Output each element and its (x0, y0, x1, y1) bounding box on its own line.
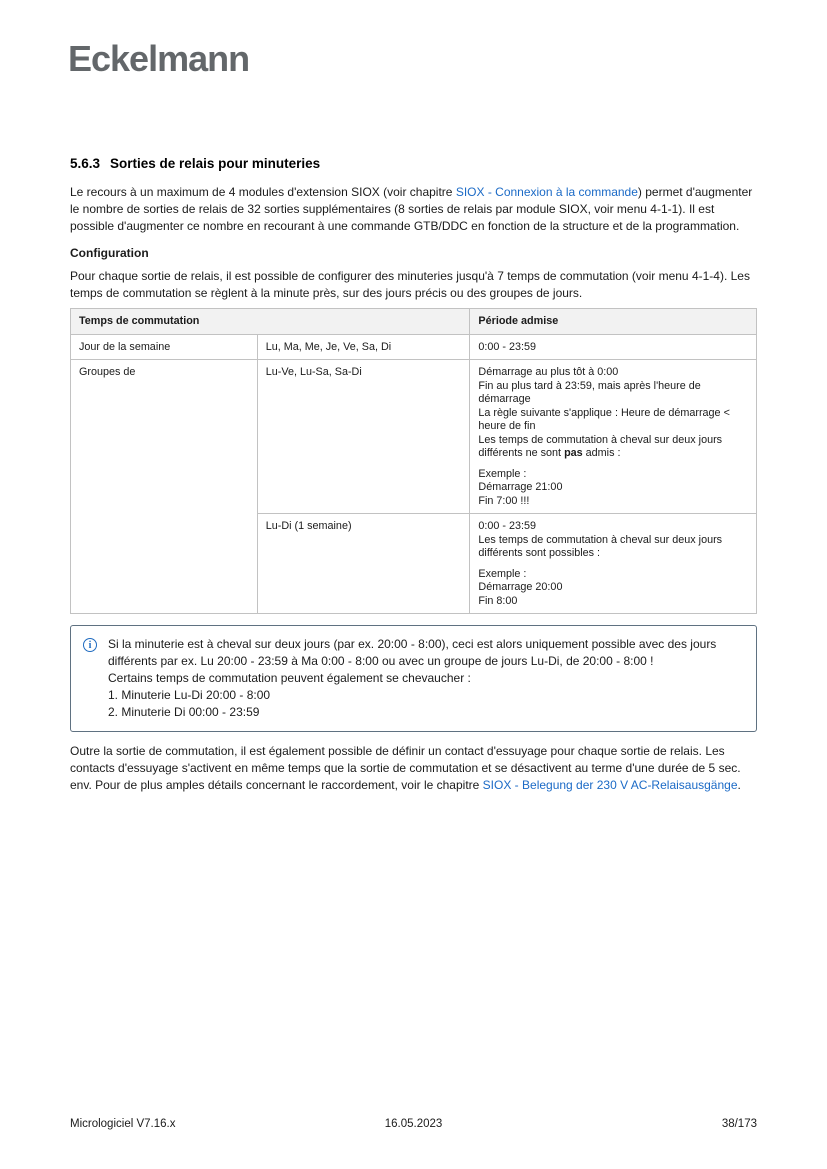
switching-times-table (70, 308, 757, 614)
not-allowed-bold: pas (564, 447, 583, 459)
info-line: Certains temps de commutation peuvent également se chevaucher : (108, 671, 471, 685)
footer-firmware-version: Micrologiciel V7.16.x (70, 1118, 176, 1130)
outro-text-before: Outre la sortie de commutation, il est également possible de définir un contact d'essuyage pour chaque sortie de relais. Les contacts d'essuyage s'activent en même temps que la sortie de commutation et se désactivent au terme d'une durée de 5 sec. env. Pour de plus amples détails concernant le raccordement, voir le chapitre (70, 744, 741, 792)
cell-weekday-days: Lu, Ma, Me, Je, Ve, Sa, Di (257, 334, 470, 360)
configuration-paragraph: Pour chaque sortie de relais, il est possible de configurer des minuteries jusqu'à 7 temps de commutation (voir menu 4-1-4). Les temps de commutation se règlent à la minute près, sur des jours précis ou des groupes de jours. (70, 269, 750, 300)
section-title: Sorties de relais pour minuteries (110, 156, 321, 171)
table-row-weekday (71, 334, 757, 360)
outro-text-after: . (737, 778, 741, 792)
not-allowed-after: admis : (582, 447, 621, 459)
cell-weekday-period: 0:00 - 23:59 (470, 334, 757, 360)
example-line: Fin 8:00 (478, 594, 518, 607)
section-number: 5.6.3 (70, 156, 101, 171)
cell-groups-label: Groupes de (71, 360, 258, 614)
intro-text-before: Le recours à un maximum de 4 modules d'extension SIOX (voir chapitre (70, 185, 456, 199)
info-note-text (108, 636, 742, 721)
rule-line: Démarrage au plus tôt à 0:00 (478, 366, 619, 378)
intro-text-after: ) permet d'augmenter le nombre de sorties de relais de 32 sorties supplémentaires (8 sorties de relais par module SIOX, voir menu 4-1-1). Il est possible d'augmenter ce nombre en recourant à une commande GTB/DDC en fonction de la structure et de la programmation. (70, 185, 753, 233)
info-line: 2. Minuterie Di 00:00 - 23:59 (108, 705, 260, 719)
not-allowed-before: Les temps de commutation à cheval sur deux jours différents ne sont (478, 433, 723, 459)
page-content (70, 155, 757, 794)
configuration-heading: Configuration (70, 246, 149, 260)
cell-groups2-period (470, 514, 757, 614)
info-line: 1. Minuterie Lu-Di 20:00 - 8:00 (108, 688, 271, 702)
cell-groups1-period (470, 360, 757, 514)
footer-date: 16.05.2023 (384, 1118, 443, 1130)
link-siox-connexion[interactable]: SIOX - Connexion à la commande (455, 185, 638, 199)
example-line: Démarrage 21:00 (478, 481, 563, 493)
header-cell-period: Période admise (470, 309, 757, 335)
table-header-row (71, 309, 757, 335)
example-line: Exemple : (478, 467, 527, 480)
link-siox-belegung[interactable]: SIOX - Belegung der 230 V AC-Relaisausgänge (482, 778, 738, 792)
cell-groups2-days: Lu-Di (1 semaine) (257, 514, 470, 614)
section-heading (70, 155, 757, 173)
paragraph-gap (478, 561, 748, 568)
cell-groups1-days: Lu-Ve, Lu-Sa, Sa-Di (257, 360, 470, 514)
example-line: Exemple : (478, 567, 527, 580)
info-icon: i (83, 638, 97, 652)
paragraph-gap (478, 461, 748, 468)
intro-paragraph (70, 184, 757, 235)
rule-line: Les temps de commutation à cheval sur deux jours différents sont possibles : (478, 533, 723, 559)
example-line: Démarrage 20:00 (478, 581, 563, 593)
outro-paragraph (70, 743, 757, 794)
rule-line: La règle suivante s'applique : Heure de démarrage < heure de fin (478, 406, 730, 432)
rule-line-not-allowed (478, 434, 748, 461)
header-cell-switching-times: Temps de commutation (71, 309, 470, 335)
cell-weekday-label: Jour de la semaine (71, 334, 258, 360)
footer-page-number: 38/173 (721, 1118, 757, 1130)
info-note-box (70, 625, 757, 732)
example-line: Fin 7:00 !!! (478, 494, 530, 507)
info-line: Si la minuterie est à cheval sur deux jours (par ex. 20:00 - 8:00), ceci est alors uniquement possible avec des jours différents par ex. Lu 20:00 - 23:59 à Ma 0:00 - 8:00 ou avec un groupe de jours Lu-Di, de 20:00 - 8:00 ! (108, 637, 717, 668)
table-row-groups-1 (71, 360, 757, 514)
rule-line: 0:00 - 23:59 (478, 520, 537, 532)
rule-line: Fin au plus tard à 23:59, mais après l'heure de démarrage (478, 379, 701, 405)
eckelmann-logo: Eckelmann (68, 38, 250, 79)
